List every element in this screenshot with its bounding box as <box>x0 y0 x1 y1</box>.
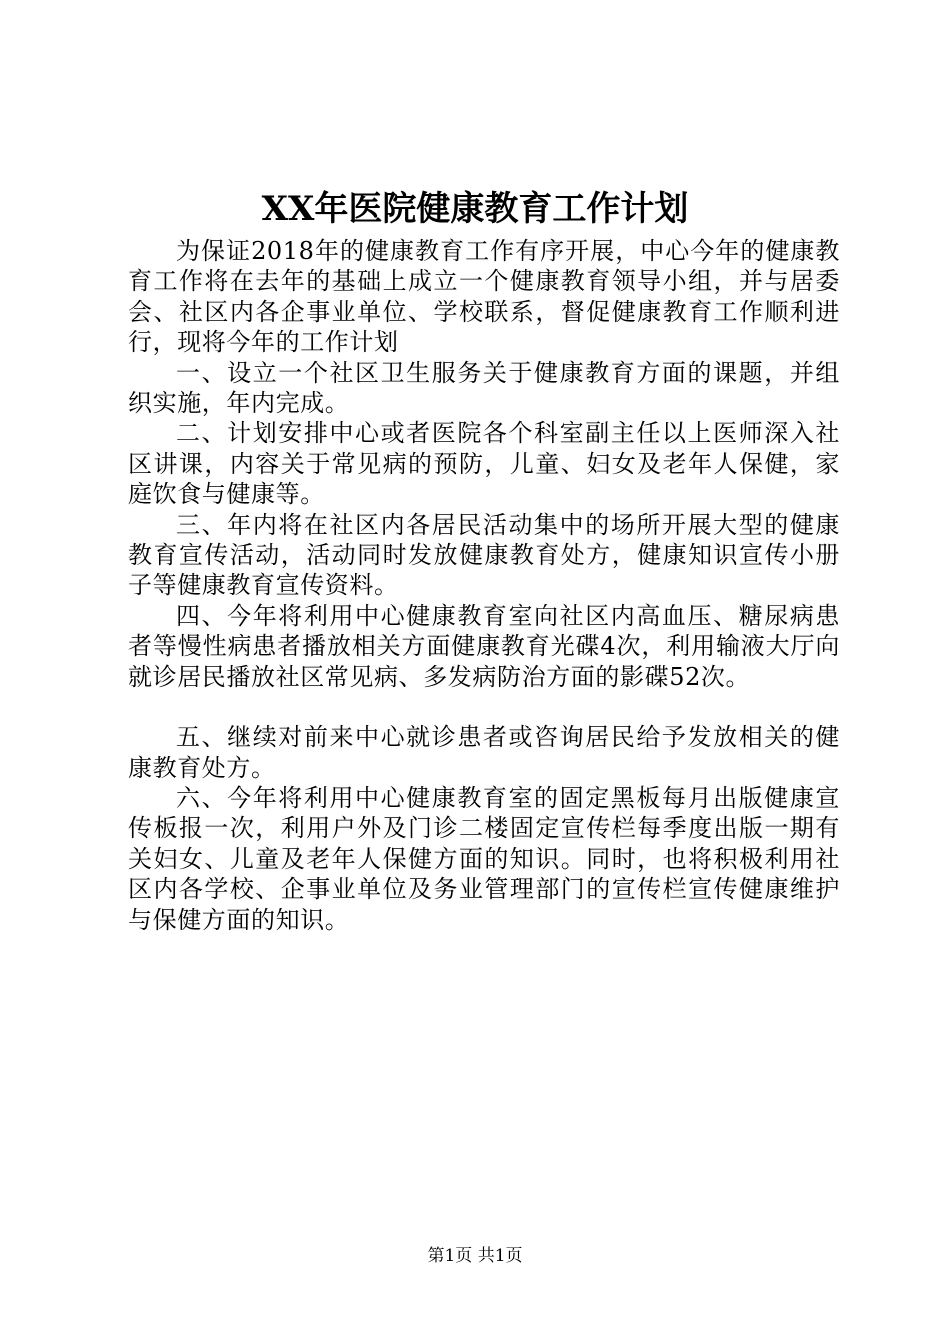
paragraph-item-2: 二、计划安排中心或者医院各个科室副主任以上医师深入社区讲课，内容关于常见病的预防，儿童、妇女及老年人保健，家庭饮食与健康等。 <box>128 419 840 509</box>
document-body <box>128 236 840 935</box>
paragraph-item-5: 五、继续对前来中心就诊患者或咨询居民给予发放相关的健康教育处方。 <box>128 723 840 782</box>
document-title: XX年医院健康教育工作计划 <box>261 189 689 229</box>
paragraph-item-1: 一、设立一个社区卫生服务关于健康教育方面的课题，并组织实施，年内完成。 <box>128 358 840 418</box>
paragraph-item-3: 三、年内将在社区内各居民活动集中的场所开展大型的健康教育宣传活动，活动同时发放健康教育处方，健康知识宣传小册子等健康教育宣传资料。 <box>128 510 840 600</box>
paragraph-item-4: 四、今年将利用中心健康教育室向社区内高血压、糖尿病患者等慢性病患者播放相关方面健康教育光碟4次，利用输液大厅向就诊居民播放社区常见病、多发病防治方面的影碟52次。 <box>128 601 840 691</box>
paragraph-intro: 为保证2018年的健康教育工作有序开展，中心今年的健康教育工作将在去年的基础上成立一个健康教育领导小组，并与居委会、社区内各企事业单位、学校联系，督促健康教育工作顺利进行，现将今年的工作计划 <box>128 237 840 357</box>
page-footer: 第1页 共1页 <box>427 1246 523 1266</box>
paragraph-item-6: 六、今年将利用中心健康教育室的固定黑板每月出版健康宣传板报一次，利用户外及门诊二楼固定宣传栏每季度出版一期有关妇女、儿童及老年人保健方面的知识。同时，也将积极利用社区内各学校、企事业单位及务业管理部门的宣传栏宣传健康维护与保健方面的知识。 <box>128 783 840 934</box>
